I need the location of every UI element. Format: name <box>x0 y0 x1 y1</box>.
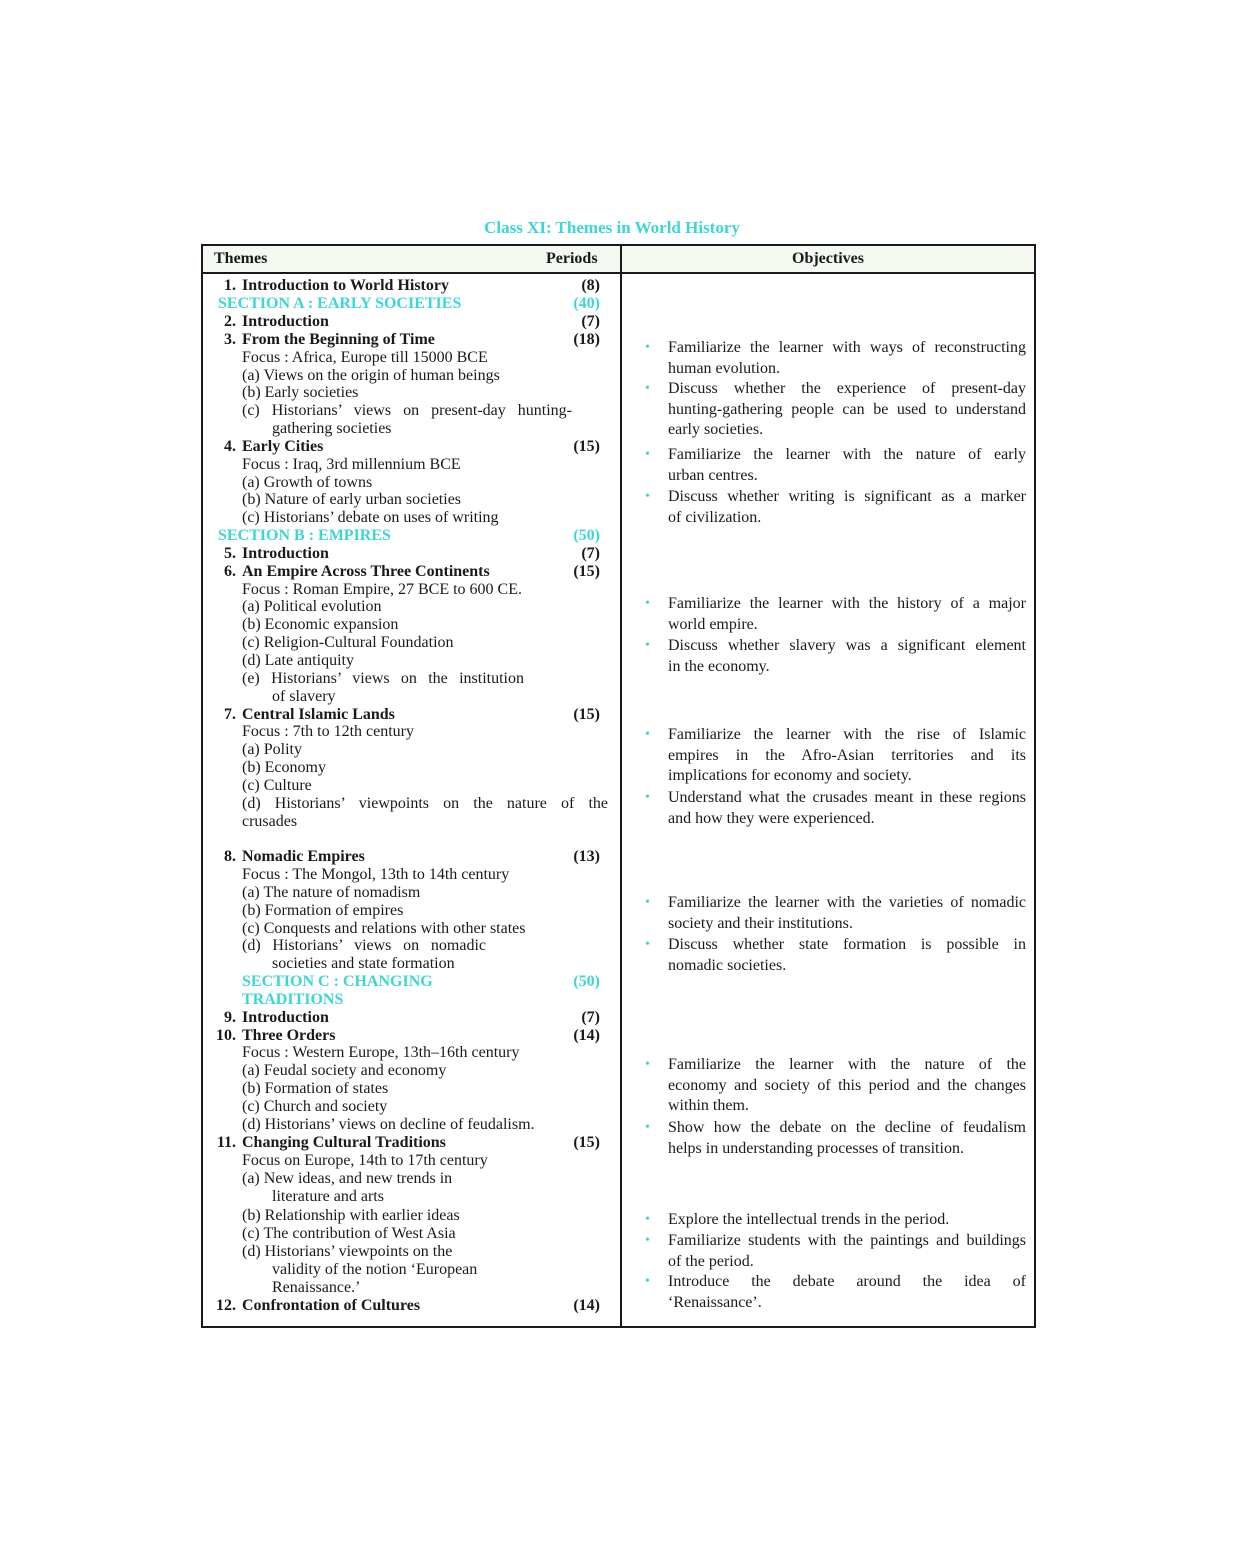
theme-detail: Focus : Africa, Europe till 15000 BCE <box>242 349 488 366</box>
period-count: (50) <box>573 973 600 990</box>
bullet-icon: • <box>645 638 650 653</box>
bullet-icon: • <box>645 596 650 611</box>
objective-line: Familiarize the learner with the history of a major <box>668 595 1026 612</box>
theme-detail: Focus : Iraq, 3rd millennium BCE <box>242 456 461 473</box>
theme-number: 11. <box>216 1134 236 1151</box>
column-divider <box>620 246 622 1326</box>
bullet-icon: • <box>645 1233 650 1248</box>
theme-detail: (b) Economy <box>242 759 326 776</box>
theme-title: Central Islamic Lands <box>242 706 395 723</box>
period-count: (15) <box>573 438 600 455</box>
period-count: (50) <box>573 527 600 544</box>
theme-detail: (b) Formation of empires <box>242 902 404 919</box>
objective-line: Discuss whether state formation is possible in <box>668 936 1026 953</box>
objective-line: Familiarize the learner with the varieties of nomadic <box>668 894 1026 911</box>
theme-detail: (d) Historians’ views on decline of feudalism. <box>242 1116 535 1133</box>
objective-line: Familiarize students with the paintings and buildings <box>668 1232 1026 1249</box>
header-objectives: Objectives <box>792 250 864 267</box>
theme-detail: (c) Historians’ debate on uses of writing <box>242 509 499 526</box>
bullet-icon: • <box>645 381 650 396</box>
theme-number: 10. <box>216 1027 236 1044</box>
theme-detail: of slavery <box>272 688 336 705</box>
objective-line: within them. <box>668 1097 749 1114</box>
theme-detail: (a) New ideas, and new trends in <box>242 1170 453 1187</box>
theme-title: Confrontation of Cultures <box>242 1297 421 1314</box>
section-heading: TRADITIONS <box>242 991 344 1008</box>
period-count: (7) <box>581 1009 600 1026</box>
theme-detail: (b) Nature of early urban societies <box>242 491 462 508</box>
period-count: (15) <box>573 1134 600 1151</box>
theme-title: Introduction <box>242 1009 329 1026</box>
theme-title: Introduction <box>242 313 329 330</box>
objective-line: Familiarize the learner with ways of reconstructing <box>668 339 1026 356</box>
objective-line: Discuss whether the experience of present-day <box>668 380 1026 397</box>
theme-detail: validity of the notion ‘European <box>272 1261 478 1278</box>
objective-line: helps in understanding processes of transition. <box>668 1139 964 1157</box>
bullet-icon: • <box>645 727 650 742</box>
objective-line: early societies. <box>668 421 764 438</box>
theme-detail: (a) Polity <box>242 741 302 758</box>
theme-number: 12. <box>216 1297 236 1314</box>
theme-number: 7. <box>224 706 236 723</box>
objective-line: empires in the Afro-Asian territories and its <box>668 746 1026 764</box>
objective-line: and how they were experienced. <box>668 809 875 827</box>
table-header <box>203 246 1034 274</box>
theme-detail: Focus : The Mongol, 13th to 14th century <box>242 866 510 883</box>
theme-detail: (c) Religion-Cultural Foundation <box>242 634 454 651</box>
theme-detail: Renaissance.’ <box>272 1279 361 1296</box>
theme-detail: societies and state formation <box>272 955 455 972</box>
page-title: Class XI: Themes in World History <box>484 218 740 237</box>
theme-detail: crusades <box>242 813 298 830</box>
bullet-icon: • <box>645 489 650 504</box>
theme-detail: (c) Church and society <box>242 1098 388 1115</box>
theme-title: Changing Cultural Traditions <box>242 1134 446 1151</box>
period-count: (8) <box>581 277 600 294</box>
theme-detail: (d) Historians’ views on nomadic <box>242 937 486 954</box>
objective-line: world empire. <box>668 615 758 633</box>
objective-line: Understand what the crusades meant in these regions <box>668 789 1026 806</box>
objective-line: society and their institutions. <box>668 914 853 932</box>
theme-detail: Focus on Europe, 14th to 17th century <box>242 1152 488 1169</box>
theme-detail: (a) Growth of towns <box>242 474 373 491</box>
theme-detail: gathering societies <box>272 420 392 437</box>
theme-title: Introduction to World History <box>242 277 449 294</box>
period-count: (7) <box>581 313 600 330</box>
header-themes: Themes <box>214 250 268 267</box>
theme-detail: (b) Relationship with earlier ideas <box>242 1207 460 1224</box>
theme-title: Nomadic Empires <box>242 848 365 865</box>
theme-detail: (c) The contribution of West Asia <box>242 1225 456 1242</box>
period-count: (15) <box>573 706 600 723</box>
theme-detail: (a) Views on the origin of human beings <box>242 367 500 384</box>
theme-title: From the Beginning of Time <box>242 331 435 348</box>
objective-line: nomadic societies. <box>668 956 787 974</box>
theme-detail: (b) Formation of states <box>242 1080 389 1097</box>
objective-line: Explore the intellectual trends in the period. <box>668 1211 950 1228</box>
theme-title: Three Orders <box>242 1027 336 1044</box>
objective-line: economy and society of this period and the changes <box>668 1076 1026 1094</box>
period-count: (14) <box>573 1027 600 1044</box>
bullet-icon: • <box>645 447 650 462</box>
theme-detail: Focus : Roman Empire, 27 BCE to 600 CE. <box>242 581 522 598</box>
period-count: (13) <box>573 848 600 865</box>
theme-detail: (c) Culture <box>242 777 312 794</box>
section-heading: SECTION C : CHANGING <box>242 973 433 990</box>
theme-detail: (b) Economic expansion <box>242 616 399 633</box>
theme-detail: (a) Political evolution <box>242 598 382 615</box>
period-count: (40) <box>573 295 600 312</box>
objective-line: Familiarize the learner with the rise of Islamic <box>668 726 1026 743</box>
theme-detail: literature and arts <box>272 1188 384 1205</box>
theme-number: 9. <box>224 1009 236 1026</box>
theme-detail: (c) Conquests and relations with other states <box>242 920 526 937</box>
objective-line: Familiarize the learner with the nature of early <box>668 446 1026 463</box>
objective-line: Discuss whether writing is significant as a marker <box>668 488 1026 505</box>
theme-title: Introduction <box>242 545 329 562</box>
period-count: (18) <box>573 331 600 348</box>
objective-line: Discuss whether slavery was a significant element <box>668 637 1026 654</box>
objective-line: Introduce the debate around the idea of <box>668 1273 1026 1290</box>
bullet-icon: • <box>645 1120 650 1135</box>
theme-number: 6. <box>224 563 236 580</box>
objective-line: of the period. <box>668 1252 754 1270</box>
theme-number: 5. <box>224 545 236 562</box>
theme-detail: (c) Historians’ views on present-day hunting- <box>242 402 572 419</box>
header-periods: Periods <box>546 250 598 267</box>
bullet-icon: • <box>645 790 650 805</box>
theme-detail: Focus : 7th to 12th century <box>242 723 414 740</box>
theme-detail: (d) Historians’ viewpoints on the nature of the <box>242 795 608 812</box>
theme-detail: (d) Late antiquity <box>242 652 354 669</box>
section-heading: SECTION A : EARLY SOCIETIES <box>218 295 462 312</box>
theme-number: 4. <box>224 438 236 455</box>
period-count: (14) <box>573 1297 600 1314</box>
theme-detail: (a) The nature of nomadism <box>242 884 421 901</box>
theme-detail: (d) Historians’ viewpoints on the <box>242 1243 453 1260</box>
theme-detail: (b) Early societies <box>242 384 359 401</box>
theme-detail: Focus : Western Europe, 13th–16th century <box>242 1044 520 1061</box>
theme-number: 8. <box>224 848 236 865</box>
section-heading: SECTION B : EMPIRES <box>218 527 391 544</box>
theme-title: An Empire Across Three Continents <box>242 563 490 580</box>
bullet-icon: • <box>645 895 650 910</box>
objective-line: urban centres. <box>668 466 758 484</box>
period-count: (7) <box>581 545 600 562</box>
objective-line: human evolution. <box>668 359 780 377</box>
objective-line: ‘Renaissance’. <box>668 1293 762 1311</box>
theme-number: 2. <box>224 313 236 330</box>
objective-line: implications for economy and society. <box>668 767 912 784</box>
theme-number: 3. <box>224 331 236 348</box>
bullet-icon: • <box>645 1274 650 1289</box>
objective-line: in the economy. <box>668 657 770 675</box>
objective-line: Familiarize the learner with the nature of the <box>668 1056 1026 1073</box>
objective-line: Show how the debate on the decline of feudalism <box>668 1119 1026 1136</box>
theme-detail: (e) Historians’ views on the institution <box>242 670 524 687</box>
bullet-icon: • <box>645 340 650 355</box>
theme-title: Early Cities <box>242 438 324 455</box>
bullet-icon: • <box>645 1212 650 1227</box>
bullet-icon: • <box>645 1057 650 1072</box>
bullet-icon: • <box>645 937 650 952</box>
theme-number: 1. <box>224 277 236 294</box>
objective-line: of civilization. <box>668 508 762 526</box>
objective-line: hunting-gathering people can be used to understand <box>668 400 1026 418</box>
theme-detail: (a) Feudal society and economy <box>242 1062 447 1079</box>
period-count: (15) <box>573 563 600 580</box>
